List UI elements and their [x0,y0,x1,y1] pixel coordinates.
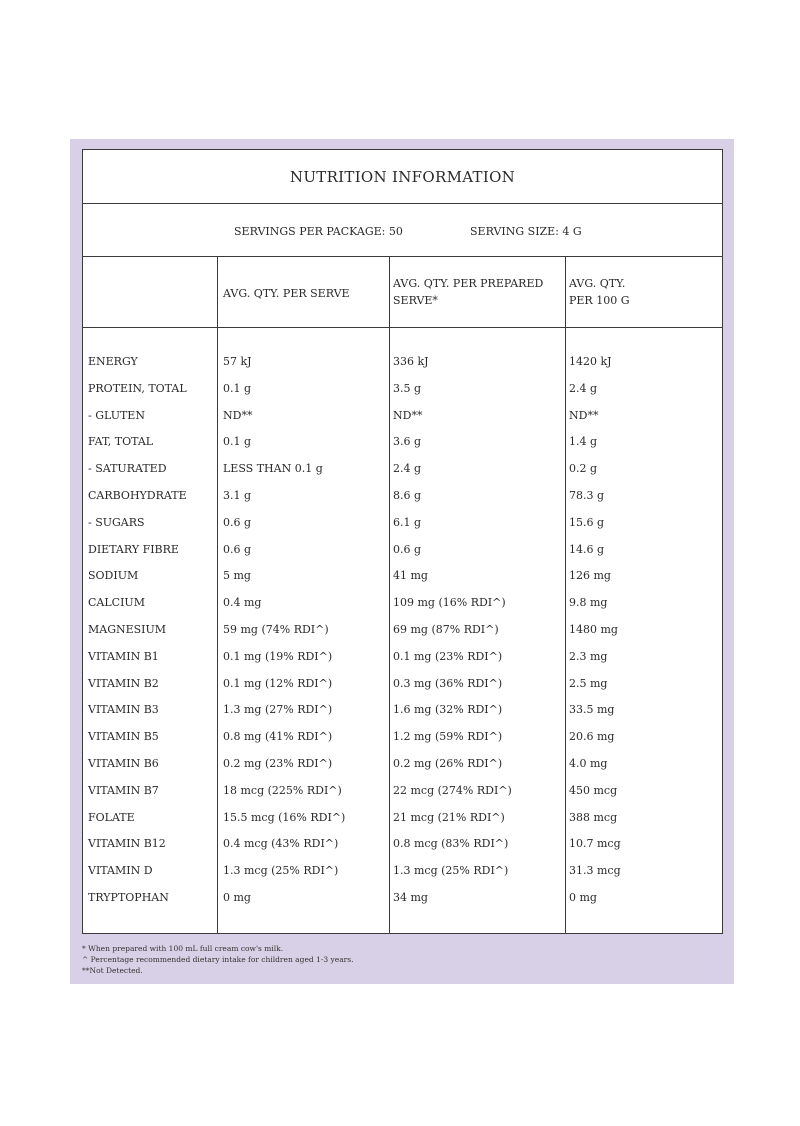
header-per-100g-line1: AVG. QTY. [569,277,626,290]
value-per-serve: 0.1 g [223,435,252,449]
value-per-serve: 5 mg [223,569,251,583]
header-per-serve: AVG. QTY. PER SERVE [223,287,350,300]
nutrient-name: CARBOHYDRATE [88,489,187,502]
table-row [83,834,722,854]
nutrient-name: VITAMIN D [88,864,153,878]
value-per-100g: 126 mg [569,569,611,583]
value-prepared: 6.1 g [393,515,422,529]
value-per-serve: 18 mcg (225% RDI^) [223,783,342,797]
value-per-100g: 2.4 g [569,381,598,395]
value-per-100g: 4.0 mg [569,757,608,770]
value-per-serve: 57 kJ [223,355,252,368]
value-per-serve: 0.8 mg (41% RDI^) [223,730,333,744]
value-per-100g: 15.6 g [569,515,605,529]
table-row [83,406,722,426]
value-per-100g: 0 mg [569,891,597,904]
value-per-serve: 3.1 g [223,489,252,502]
value-prepared: 336 kJ [393,355,429,368]
value-per-serve: 1.3 mg (27% RDI^) [223,703,333,717]
value-per-serve: 0.1 mg (19% RDI^) [223,649,333,663]
value-per-100g: 14.6 g [569,542,605,556]
nutrient-name: VITAMIN B7 [88,783,159,797]
value-per-serve: 0.6 g [223,542,252,556]
value-per-100g: 1420 kJ [569,355,612,368]
footnote-prepared: * When prepared with 100 mL full cream cow's milk. [82,944,284,953]
nutrient-name: PROTEIN, TOTAL [88,381,187,395]
column-header-row [83,257,722,328]
table-row [83,379,722,399]
value-prepared: 1.3 mcg (25% RDI^) [393,864,509,878]
value-prepared: 0.2 mg (26% RDI^) [393,757,503,770]
value-per-100g: 20.6 mg [569,730,615,744]
value-per-serve: 0 mg [223,891,251,904]
footnote-rdi: ^ Percentage recommended dietary intake for children aged 1-3 years. [82,955,354,964]
table-title: NUTRITION INFORMATION [83,150,722,204]
value-per-serve: 0.6 g [223,515,252,529]
nutrient-name: VITAMIN B2 [88,676,159,690]
value-prepared: 0.8 mcg (83% RDI^) [393,837,509,851]
value-per-serve: 0.4 mcg (43% RDI^) [223,837,339,851]
header-prepared-line2: SERVE* [393,294,438,307]
nutrient-name: CALCIUM [88,596,145,610]
table-row [83,808,722,828]
servings-row [83,204,722,257]
nutrient-name: VITAMIN B6 [88,757,159,770]
header-per-100g [569,275,630,309]
nutrition-table [82,149,723,934]
table-row [83,781,722,801]
value-prepared: 1.2 mg (59% RDI^) [393,730,503,744]
value-prepared: 34 mg [393,891,428,904]
value-prepared: 0.3 mg (36% RDI^) [393,676,503,690]
value-prepared: 41 mg [393,569,428,583]
table-row [83,486,722,506]
table-row [83,352,722,372]
nutrient-name: VITAMIN B1 [88,649,159,663]
value-prepared: 3.5 g [393,381,422,395]
nutrient-name: TRYPTOPHAN [88,891,169,904]
table-row [83,566,722,586]
value-per-100g: 2.3 mg [569,649,608,663]
value-per-100g: ND** [569,408,599,422]
nutrient-name: VITAMIN B5 [88,730,159,744]
value-prepared: 69 mg (87% RDI^) [393,623,499,636]
serving-size: SERVING SIZE: 4 G [470,225,582,238]
table-row [83,432,722,452]
nutrient-name: MAGNESIUM [88,623,167,636]
nutrient-name: FOLATE [88,810,135,824]
table-row [83,459,722,479]
table-row [83,754,722,774]
nutrient-name: - SATURATED [88,462,167,476]
value-per-100g: 1.4 g [569,435,598,449]
header-prepared [393,275,543,309]
value-per-100g: 10.7 mcg [569,837,621,851]
table-row [83,674,722,694]
value-per-100g: 9.8 mg [569,596,608,610]
header-per-100g-line2: PER 100 G [569,294,630,307]
footnotes [82,943,354,976]
value-per-100g: 0.2 g [569,462,598,476]
value-per-100g: 388 mcg [569,810,618,824]
table-row [83,888,722,908]
table-row [83,513,722,533]
servings-per-package: SERVINGS PER PACKAGE: 50 [234,225,403,238]
nutrient-name: VITAMIN B3 [88,703,159,717]
nutrient-name: SODIUM [88,569,139,583]
value-per-serve: ND** [223,408,253,422]
value-per-100g: 31.3 mcg [569,864,621,878]
value-per-100g: 2.5 mg [569,676,608,690]
nutrient-name: - GLUTEN [88,408,145,422]
value-per-100g: 78.3 g [569,489,605,502]
value-per-serve: LESS THAN 0.1 g [223,462,323,476]
nutrient-name: ENERGY [88,355,138,368]
value-per-100g: 33.5 mg [569,703,615,717]
table-row [83,727,722,747]
value-per-serve: 15.5 mcg (16% RDI^) [223,810,346,824]
table-row [83,593,722,613]
value-prepared: 2.4 g [393,462,422,476]
value-prepared: 109 mg (16% RDI^) [393,596,506,610]
value-prepared: 0.1 mg (23% RDI^) [393,649,503,663]
table-row [83,620,722,640]
nutrient-name: DIETARY FIBRE [88,542,179,556]
value-per-serve: 0.1 mg (12% RDI^) [223,676,333,690]
value-per-100g: 1480 mg [569,623,618,636]
value-per-serve: 0.4 mg [223,596,262,610]
value-prepared: 1.6 mg (32% RDI^) [393,703,503,717]
footnote-not-detected: **Not Detected. [82,966,143,975]
value-per-serve: 0.1 g [223,381,252,395]
table-row [83,647,722,667]
value-per-100g: 450 mcg [569,783,618,797]
header-prepared-line1: AVG. QTY. PER PREPARED [393,277,544,290]
value-per-serve: 1.3 mcg (25% RDI^) [223,864,339,878]
value-prepared: 3.6 g [393,435,422,449]
value-prepared: 22 mcg (274% RDI^) [393,783,512,797]
value-prepared: 0.6 g [393,542,422,556]
table-row [83,540,722,560]
nutrient-name: VITAMIN B12 [88,837,166,851]
value-prepared: 21 mcg (21% RDI^) [393,810,505,824]
value-per-serve: 59 mg (74% RDI^) [223,623,329,636]
value-prepared: 8.6 g [393,489,422,502]
value-per-serve: 0.2 mg (23% RDI^) [223,757,333,770]
nutrient-name: - SUGARS [88,515,145,529]
table-row [83,861,722,881]
value-prepared: ND** [393,408,423,422]
nutrient-name: FAT, TOTAL [88,435,154,449]
table-row [83,700,722,720]
